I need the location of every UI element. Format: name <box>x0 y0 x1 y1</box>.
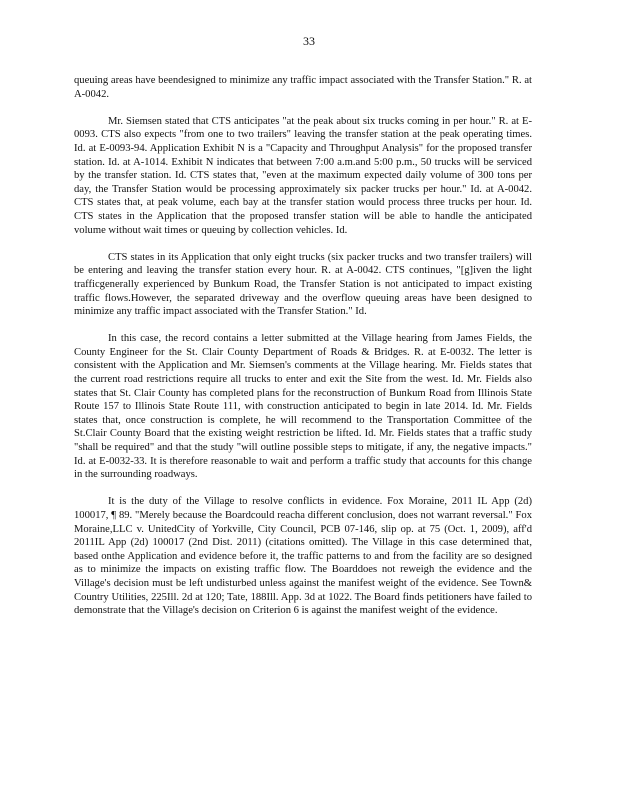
paragraph-cts-application: CTS states in its Application that only eight trucks (six packer trucks and two transfer trailers) will be entering and leaving the transfer station every hour. R. at A-0042. CTS continues, "[g]iven the light trafficgenerally experienced by Bunkum Road, the Transfer Station is not anticipated to impact existing traffic flows.However, the separated driveway and the overflow queuing areas have been designed to minimize any traffic impact associated with the Transfer Station." Id. <box>74 251 532 318</box>
page-number: 33 <box>303 34 315 48</box>
paragraph-county-engineer-letter: In this case, the record contains a letter submitted at the Village hearing from James Fields, the County Engineer for the St. Clair County Department of Roads & Bridges. R. at E-0032. The letter is consistent with the Application and Mr. Siemsen's comments at the Village hearing. Mr. Fields states that the current road restrictions require all trucks to enter and exit the Site from the west. Id. Mr. Fields also states that St. Clair County has completed plans for the reconstruction of Bunkum Road from Illinois State Route 157 to Illinois State Route 111, with construction anticipated to begin in late 2014. Id. Mr. Fields states that, once construction is complete, he will recommend to the Transportation Committee of the St.Clair County Board that the existing weight restriction be lifted. Id. Mr. Fields states that a traffic study "shall be required" and that the study "will outline possible steps to mitigate, if any, the negative impacts." Id. at E-0032-33. It is therefore reasonable to wait and perform a traffic study that accounts for this change in the surrounding roadways. <box>74 333 532 481</box>
paragraph-continuation: queuing areas have beendesigned to minimize any traffic impact associated with the Transfer Station." R. at A-0042. <box>74 75 532 100</box>
document-body <box>74 74 532 631</box>
paragraph-board-finding: It is the duty of the Village to resolve conflicts in evidence. Fox Moraine, 2011 IL App (2d) 100017, ¶ 89. "Merely because the Boardcould reacha different conclusion, does not warrant reversal." Fox Moraine,LLC v. UnitedCity of Yorkville, City Council, PCB 07-146, slip op. at 75 (Oct. 1, 2009), aff'd 2011IL App (2d) 100017 (2nd Dist. 2011) (citations omitted). The Village in this case determined that, based onthe Application and evidence before it, the traffic patterns to and from the facility are so designed as to minimize the impacts on existing traffic flow. The Boarddoes not reweigh the evidence and the Village's decision must be left undisturbed unless against the manifest weight of the evidence. See Town& Country Utilities, 225Ill. 2d at 120; Tate, 188Ill. App. 3d at 1022. The Board finds petitioners have failed to demonstrate that the Village's decision on Criterion 6 is against the manifest weight of the evidence. <box>74 496 532 617</box>
paragraph-siemsen-testimony: Mr. Siemsen stated that CTS anticipates "at the peak about six trucks coming in per hour." R. at E-0093. CTS also expects "from one to two trailers" leaving the transfer station at the peak operating times. Id. at E-0093-94. Application Exhibit N is a "Capacity and Throughput Analysis" for the proposed transfer station. Id. at A-1014. Exhibit N indicates that between 7:00 a.m.and 5:00 p.m., 50 trucks will be serviced by the transfer station. Id. CTS states that, "even at the maximum expected daily volume of 300 tons per day, the Transfer Station would be processing approximately six packer trucks per hour." Id. at A-0042. CTS states that, at peak volume, each bay at the transfer station would process three trucks per hour. Id. CTS states in the Application that the proposed transfer station will be able to handle the anticipated volume without wait times or queuing by collection vehicles. Id. <box>74 115 532 236</box>
